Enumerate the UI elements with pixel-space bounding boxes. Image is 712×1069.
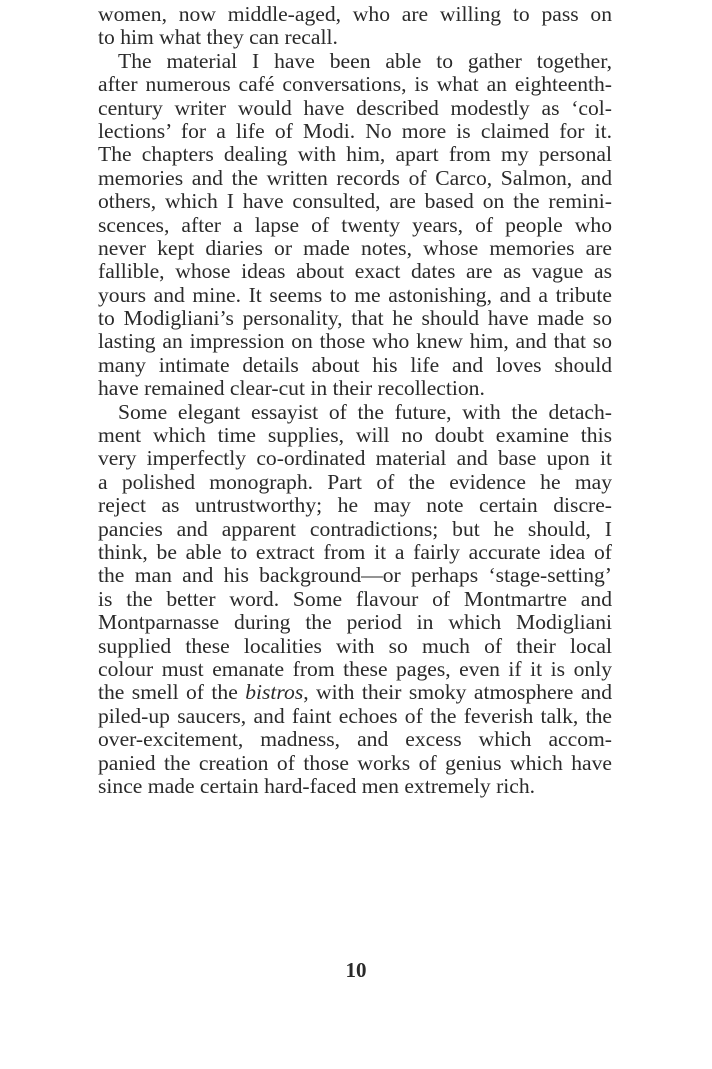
paragraph [98, 50, 612, 401]
text-line: lasting an impression on those who knew him, and that so [98, 329, 612, 354]
text-line: lections’ for a life of Modi. No more is claimed for it. [98, 118, 612, 143]
text-line: since made certain hard-faced men extremely rich. [98, 773, 536, 798]
text-line: The chapters dealing with him, apart from my personal [98, 142, 612, 167]
text-line: ment which time supplies, will no doubt examine this [98, 423, 612, 448]
text-line: the man and his background—or perhaps ‘stage-setting’ [98, 563, 612, 588]
text-line: women, now middle-aged, who are willing to pass on [98, 2, 612, 26]
text-line: pancies and apparent contradictions; but he should, I [98, 516, 612, 541]
text-line: The material I have been able to gather together, [118, 48, 612, 73]
text-line: never kept diaries or made notes, whose memories are [98, 235, 612, 260]
text-line: to him what they can recall. [98, 25, 338, 50]
page-number: 10 [345, 958, 367, 982]
text-line: over-excitement, madness, and excess which accom- [98, 727, 612, 752]
text-line: Montparnasse during the period in which Modigliani [98, 610, 612, 635]
text-line: scences, after a lapse of twenty years, of people who [98, 212, 612, 237]
text-line: Some elegant essayist of the future, with the detach- [118, 399, 612, 424]
text-line: reject as untrustworthy; he may note certain discre- [98, 493, 612, 518]
text-line: a polished monograph. Part of the evidence he may [98, 469, 612, 494]
text-line: after numerous café conversations, is what an eighteenth- [98, 72, 612, 97]
text-line: many intimate details about his life and loves should [98, 352, 612, 377]
text-line: colour must emanate from these pages, even if it is only [98, 656, 612, 681]
text-line: have remained clear-cut in their recollection. [98, 376, 485, 401]
text-line: supplied these localities with so much of their local [98, 633, 612, 658]
text-line: century writer would have described modestly as ‘col- [98, 95, 612, 120]
book-page-text [98, 3, 612, 798]
text-line: panied the creation of those works of genius which have [98, 750, 612, 775]
text-line: very imperfectly co-ordinated material and base upon it [98, 446, 612, 471]
text-line: the smell of the bistros, with their smoky atmosphere and [98, 680, 612, 705]
text-line: is the better word. Some flavour of Montmartre and [98, 586, 612, 611]
text-line: piled-up saucers, and faint echoes of the feverish talk, the [98, 703, 612, 728]
text-line: memories and the written records of Carco, Salmon, and [98, 165, 612, 190]
text-line: to Modigliani’s personality, that he should have made so [98, 306, 612, 331]
text-line: yours and mine. It seems to me astonishing, and a tribute [98, 282, 612, 307]
paragraph [98, 3, 612, 50]
text-line: fallible, whose ideas about exact dates are as vague as [98, 259, 612, 284]
text-line: others, which I have consulted, are based on the remini- [98, 189, 612, 214]
paragraph [98, 401, 612, 799]
text-line: think, be able to extract from it a fairly accurate idea of [98, 539, 612, 564]
